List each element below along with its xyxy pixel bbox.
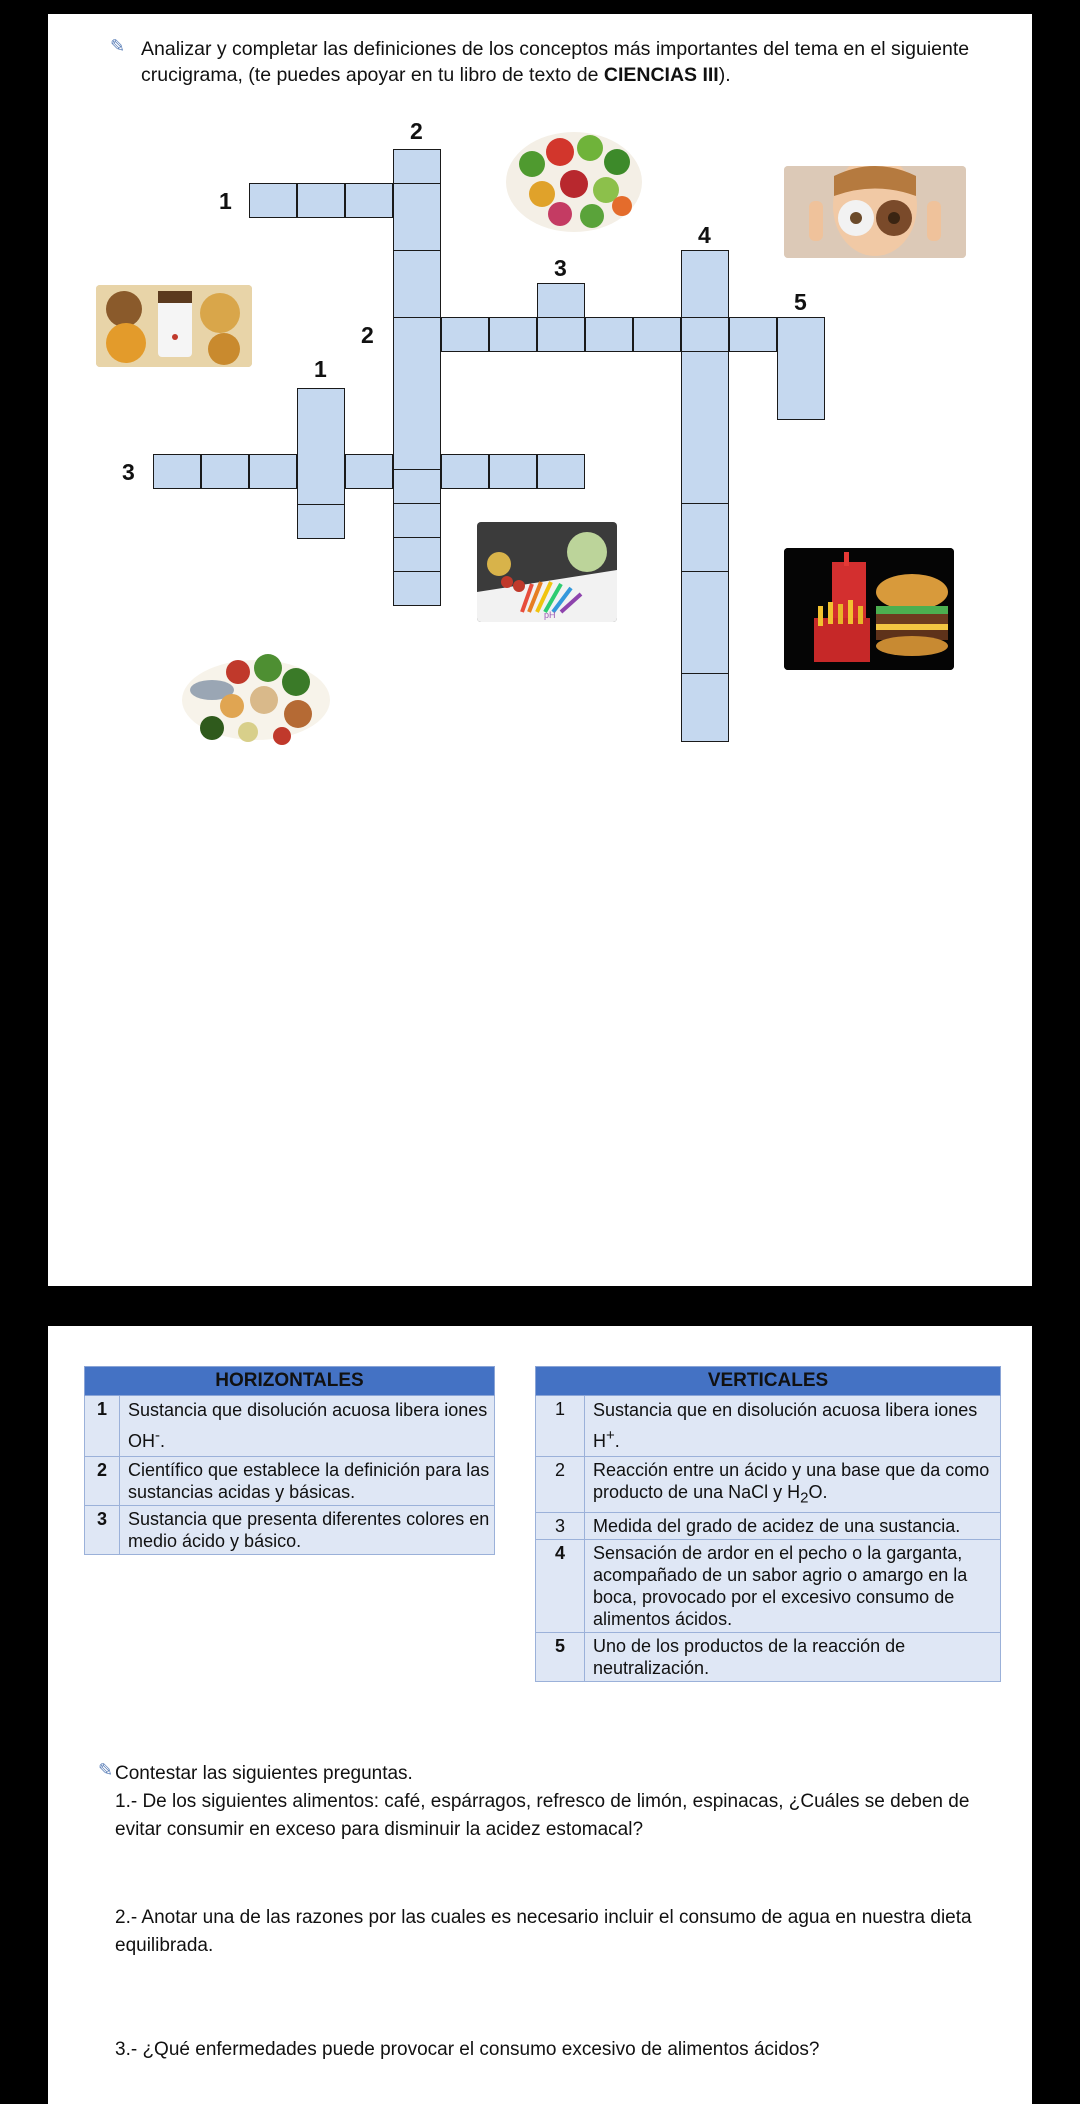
crossword-cell[interactable] [393,149,441,184]
question-2: 2.- Anotar una de las razones por las cuales es necesario incluir el consumo de agua en nuestra dieta equilibrada. [115,1907,972,1956]
clue-text: Medida del grado de acidez de una sustancia. [585,1512,1001,1539]
burger-fries-icon [784,548,954,670]
crossword-cell[interactable] [297,183,345,218]
table-row [536,1512,1001,1539]
vegetables-bowls-image [502,122,646,240]
crossword-cell[interactable] [297,504,345,539]
crossword-number-v2: 2 [410,118,423,144]
crossword-cell[interactable] [633,317,681,352]
crossword-cell[interactable] [585,317,633,352]
crossword-cell[interactable] [537,283,585,318]
table-row [536,1539,1001,1632]
crossword-number-v3: 3 [554,255,567,281]
table-row [85,1396,495,1457]
vertical-clues-table [535,1366,1001,1682]
donuts-girl-icon [784,166,966,258]
crossword-cell[interactable] [393,571,441,606]
clue-number: 2 [85,1457,120,1506]
crossword-cell[interactable] [489,454,537,489]
healthy-food-icon [178,642,334,752]
crossword-cell[interactable] [777,317,825,420]
crossword-cell[interactable] [345,183,393,218]
ph-scale-food-image [477,522,617,622]
vegetables-bowls-icon [502,122,646,240]
fastfood-coffee-image [96,285,252,367]
crossword-number-h3: 3 [122,459,135,485]
table-row [536,1396,1001,1457]
crossword-cell[interactable] [393,537,441,572]
clue-number: 3 [536,1512,585,1539]
questions-heading: Contestar las siguientes preguntas. [115,1763,413,1784]
crossword-cell[interactable] [393,317,441,470]
clue-text: Sustancia que presenta diferentes colores en medio ácido y básico. [120,1506,495,1555]
clue-text: Reacción entre un ácido y una base que da como producto de una NaCl y $H_2O$. [585,1457,1001,1513]
clue-number: 4 [536,1539,585,1632]
table-row [536,1457,1001,1513]
crossword-cell[interactable] [393,183,441,251]
crossword-instruction: Analizar y completar las definiciones de los conceptos más importantes del tema en el siguiente crucigrama, (te puedes apoyar en tu libro de texto de CIENCIAS III). [141,38,970,86]
burger-fries-image [784,548,954,670]
pencil-icon: ✎ [110,36,126,56]
table-row [536,1632,1001,1681]
crossword-cell[interactable] [441,317,489,352]
crossword-number-v1: 1 [314,356,327,382]
worksheet-page-1 [48,14,1032,1286]
healthy-food-image [178,642,334,752]
ph-label: pH [544,610,556,620]
question-3: 3.- ¿Qué enfermedades puede provocar el consumo excesivo de alimentos ácidos? [115,2039,820,2060]
horizontal-header: HORIZONTALES [85,1367,495,1396]
crossword-cell[interactable] [729,317,777,352]
clue-text: Científico que establece la definición para las sustancias acidas y básicas. [120,1457,495,1506]
crossword-number-h1: 1 [219,188,232,214]
question-1: 1.- De los siguientes alimentos: café, espárragos, refresco de limón, espinacas, ¿Cuáles se deben de evitar consumir en exceso para disminuir la acidez estomacal? [115,1791,970,1840]
crossword-cell[interactable] [393,469,441,504]
crossword-cell[interactable] [681,317,729,352]
clue-number: 1 [536,1396,585,1457]
crossword-cell[interactable] [681,503,729,572]
crossword-number-h2: 2 [361,322,374,348]
crossword-number-v5: 5 [794,289,807,315]
crossword-cell[interactable] [297,388,345,505]
crossword-cell[interactable] [249,454,297,489]
pencil-icon: ✎ [98,1760,114,1780]
donuts-girl-image [784,166,966,258]
crossword-cell[interactable] [441,454,489,489]
crossword-cell[interactable] [201,454,249,489]
clue-text: Sustancia que en disolución acuosa libera iones H+. [585,1396,1001,1457]
horizontal-clues-table [84,1366,495,1555]
clue-number: 2 [536,1457,585,1513]
clue-number: 5 [536,1632,585,1681]
crossword-cell[interactable] [393,503,441,538]
clue-text: Sustancia que disolución acuosa libera iones OH-. [120,1396,495,1457]
crossword-cell[interactable] [537,454,585,489]
crossword-cell[interactable] [393,250,441,318]
crossword-cell[interactable] [681,250,729,318]
crossword-cell[interactable] [249,183,297,218]
crossword-cell[interactable] [345,454,393,489]
ph-scale-icon [477,522,617,622]
clue-number: 1 [85,1396,120,1457]
worksheet-page-2 [48,1326,1032,2104]
clue-text: Sensación de ardor en el pecho o la garganta, acompañado de un sabor agrio o amargo en la boca, provocado por el excesivo consumo de alimentos ácidos. [585,1539,1001,1632]
crossword-cell[interactable] [681,351,729,504]
crossword-number-v4: 4 [698,222,711,248]
clue-number: 3 [85,1506,120,1555]
vertical-header: VERTICALES [536,1367,1001,1396]
clue-text: Uno de los productos de la reacción de neutralización. [585,1632,1001,1681]
table-row [85,1506,495,1555]
crossword-cell[interactable] [537,317,585,352]
table-row [85,1457,495,1506]
fastfood-coffee-icon [96,285,252,367]
crossword-cell[interactable] [153,454,201,489]
crossword-cell[interactable] [681,571,729,674]
crossword-cell[interactable] [681,673,729,742]
crossword-cell[interactable] [489,317,537,352]
